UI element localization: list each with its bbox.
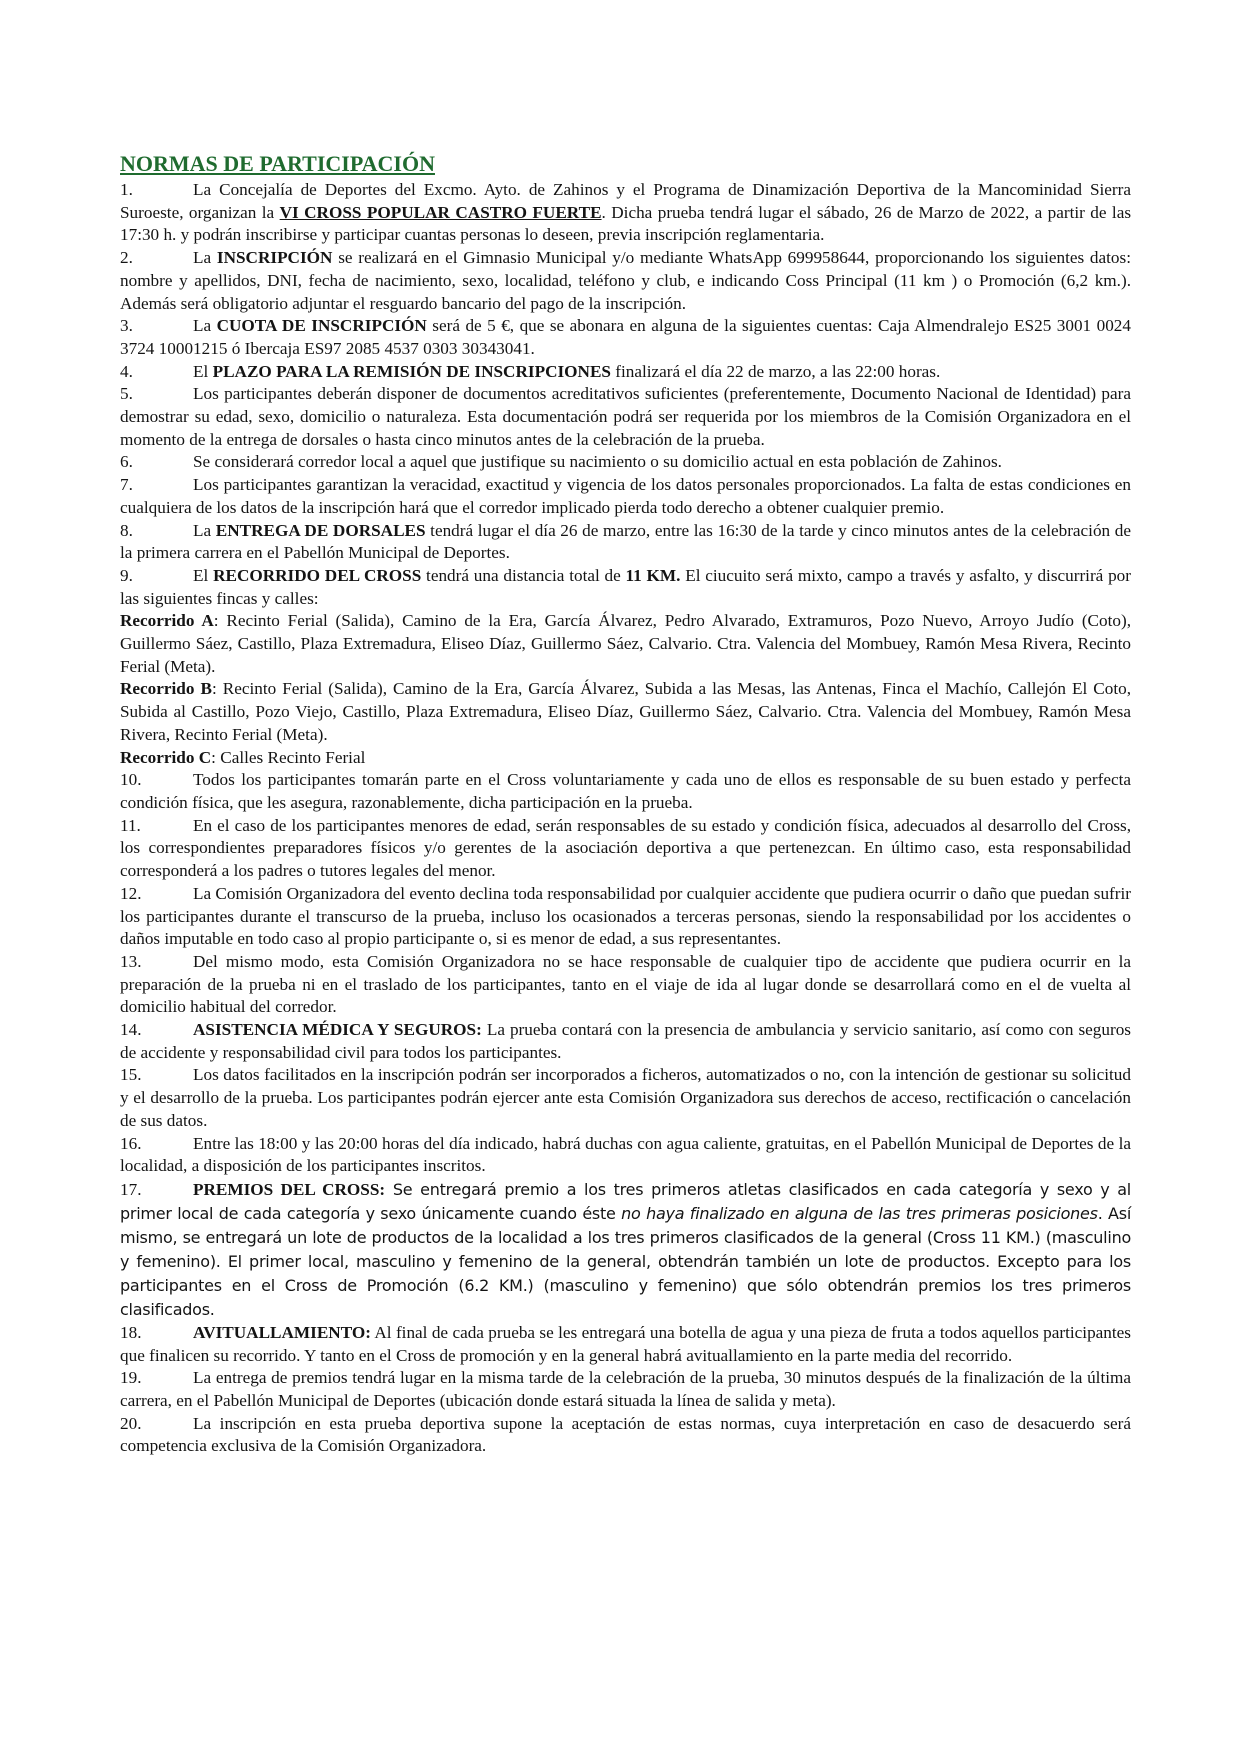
route-item: Recorrido A: Recinto Ferial (Salida), Camino de la Era, García Álvarez, Pedro Alvarado, Extramuros, Pozo Nuevo, Arroyo Judío (Coto), Guillermo Sáez, Castillo, Plaza Extremadura, Eliseo Díaz, Guillermo Sáez, Calvario. Ctra. Valencia del Mombuey, Ramón Mesa Rivera, Recinto Ferial (Meta).: [120, 611, 1131, 676]
rule-item-prizes: 17. PREMIOS DEL CROSS: Se entregará premio a los tres primeros atletas clasificados en cada categoría y sexo y al primer local de cada categoría y sexo únicamente cuando éste no haya finalizado en alguna de las tres primeras posiciones. Así mismo, se entregará un lote de productos de la localidad a los tres primeros clasificados de la general (Cross 11 KM.) (masculino y femenino). El primer local, masculino y femenino de la general, obtendrán también un lote de productos. Excepto para los participantes en el Cross de Promoción (6.2 KM.) (masculino y femenino) que sólo obtendrán premios los tres primeros clasificados.: [120, 1179, 1132, 1319]
rule-item: 18. AVITUALLAMIENTO: Al final de cada prueba se les entregará una botella de agua y una pieza de fruta a todos aquellos participantes que finalicen su recorrido. Y tanto en el Cross de promoción y en la general habrá avituallamiento en la parte media del recorrido.: [120, 1322, 1131, 1365]
rule-item: 7. Los participantes garantizan la veracidad, exactitud y vigencia de los datos personales proporcionados. La falta de estas condiciones en cualquiera de los datos de la inscripción hará que el corredor implicado pierda todo derecho a obtener cualquier premio.: [120, 475, 1131, 517]
rule-item: 6. Se considerará corredor local a aquel que justifique su nacimiento o su domicilio actual en esta población de Zahinos.: [120, 452, 1002, 472]
rule-item: 3. La CUOTA DE INSCRIPCIÓN será de 5 €, que se abonara en alguna de la siguientes cuentas: Caja Almendralejo ES25 3001 0024 3724 10001215 ó Ibercaja ES97 2085 4537 0303 30343041.: [120, 316, 1131, 358]
route-item: Recorrido C: Calles Recinto Ferial: [120, 747, 366, 767]
rule-item: 13. Del mismo modo, esta Comisión Organizadora no se hace responsable de cualquier tipo de accidente que pudiera ocurrir en la preparación de la prueba ni en el traslado de los participantes, tanto en el viaje de ida al lugar donde se desarrollará como en el de vuelta al domicilio habitual del corredor.: [120, 951, 1131, 1017]
rule-item: 20. La inscripción en esta prueba deportiva supone la aceptación de estas normas, cuya interpretación en caso de desacuerdo será competencia exclusiva de la Comisión Organizadora.: [120, 1413, 1131, 1456]
rule-item: 5. Los participantes deberán disponer de documentos acreditativos suficientes (preferentemente, Documento Nacional de Identidad) para demostrar su edad, sexo, domicilio o naturaleza. Esta documentación podrá ser requerida por los miembros de la Comisión Organizadora en el momento de la entrega de dorsales o hasta cinco minutos antes de la celebración de la prueba.: [120, 384, 1131, 449]
rule-item: 2. La INSCRIPCIÓN se realizará en el Gimnasio Municipal y/o mediante WhatsApp 699958644, proporcionando los siguientes datos: nombre y apellidos, DNI, fecha de nacimiento, sexo, localidad, teléfono y club, e indicando Coss Principal (11 km ) o Promoción (6,2 km.). Además será obligatorio adjuntar el resguardo bancario del pago de la inscripción.: [120, 248, 1131, 313]
rule-item: 12. La Comisión Organizadora del evento declina toda responsabilidad por cualquier accidente que pudiera ocurrir o daño que puedan sufrir los participantes durante el transcurso de la prueba, incluso los ocasionados a terceras personas, siendo la responsabilidad por los accidentes o daños imputable en todo caso al propio participante o, si es menor de edad, a sus representantes.: [120, 883, 1131, 949]
document-title: NORMAS DE PARTICIPACIÓN: [120, 151, 435, 176]
route-item: Recorrido B: Recinto Ferial (Salida), Camino de la Era, García Álvarez, Subida a las Mesas, las Antenas, Finca el Machío, Callejón El Coto, Subida al Castillo, Pozo Viejo, Castillo, Plaza Extremadura, Eliseo Díaz, Guillermo Sáez, Calvario. Ctra. Valencia del Mombuey, Ramón Mesa Rivera, Recinto Ferial (Meta).: [120, 679, 1131, 744]
rule-item: 8. La ENTREGA DE DORSALES tendrá lugar el día 26 de marzo, entre las 16:30 de la tarde y cinco minutos antes de la celebración de la primera carrera en el Pabellón Municipal de Deportes.: [120, 520, 1131, 563]
rule-item: 14. ASISTENCIA MÉDICA Y SEGUROS: La prueba contará con la presencia de ambulancia y servicio sanitario, así como con seguros de accidente y responsabilidad civil para todos los participantes.: [120, 1020, 1131, 1062]
rule-item: 1. La Concejalía de Deportes del Excmo. Ayto. de Zahinos y el Programa de Dinamización Deportiva de la Mancominidad Sierra Suroeste, organizan la VI CROSS POPULAR CASTRO FUERTE. Dicha prueba tendrá lugar el sábado, 26 de Marzo de 2022, a partir de las 17:30 h. y podrán inscribirse y participar cuantas personas lo deseen, previa inscripción reglamentaria.: [120, 180, 1132, 245]
rule-item: 19. La entrega de premios tendrá lugar en la misma tarde de la celebración de la prueba, 30 minutos después de la finalización de la última carrera, en el Pabellón Municipal de Deportes (ubicación donde estará situada la línea de salida y meta).: [120, 1368, 1131, 1411]
rule-item: 11. En el caso de los participantes menores de edad, serán responsables de su estado y condición física, adecuados al desarrollo del Cross, los correspondientes preparadores físicos y/o gerentes de la asociación deportiva a que pertenezcan. En último caso, esta responsabilidad corresponderá a los padres o tutores legales del menor.: [120, 815, 1131, 881]
rules-document: [120, 151, 1131, 1458]
rule-item: 16. Entre las 18:00 y las 20:00 horas del día indicado, habrá duchas con agua caliente, gratuitas, en el Pabellón Municipal de Deportes de la localidad, a disposición de los participantes inscritos.: [120, 1133, 1131, 1176]
rule-item: 9. El RECORRIDO DEL CROSS tendrá una distancia total de 11 KM. El ciucuito será mixto, campo a través y asfalto, y discurrirá por las siguientes fincas y calles:: [120, 565, 1131, 608]
rule-item: 15. Los datos facilitados en la inscripción podrán ser incorporados a ficheros, automatizados o no, con la intención de gestionar su solicitud y el desarrollo de la prueba. Los participantes podrán ejercer ante esta Comisión Organizadora sus derechos de acceso, rectificación o cancelación de sus datos.: [120, 1065, 1131, 1130]
rule-item: 4. El PLAZO PARA LA REMISIÓN DE INSCRIPCIONES finalizará el día 22 de marzo, a las 22:00 horas.: [120, 361, 941, 381]
rule-item: 10. Todos los participantes tomarán parte en el Cross voluntariamente y cada uno de ellos es responsable de su buen estado y perfecta condición física, que les asegura, razonablemente, dicha participación en la prueba.: [120, 770, 1131, 812]
